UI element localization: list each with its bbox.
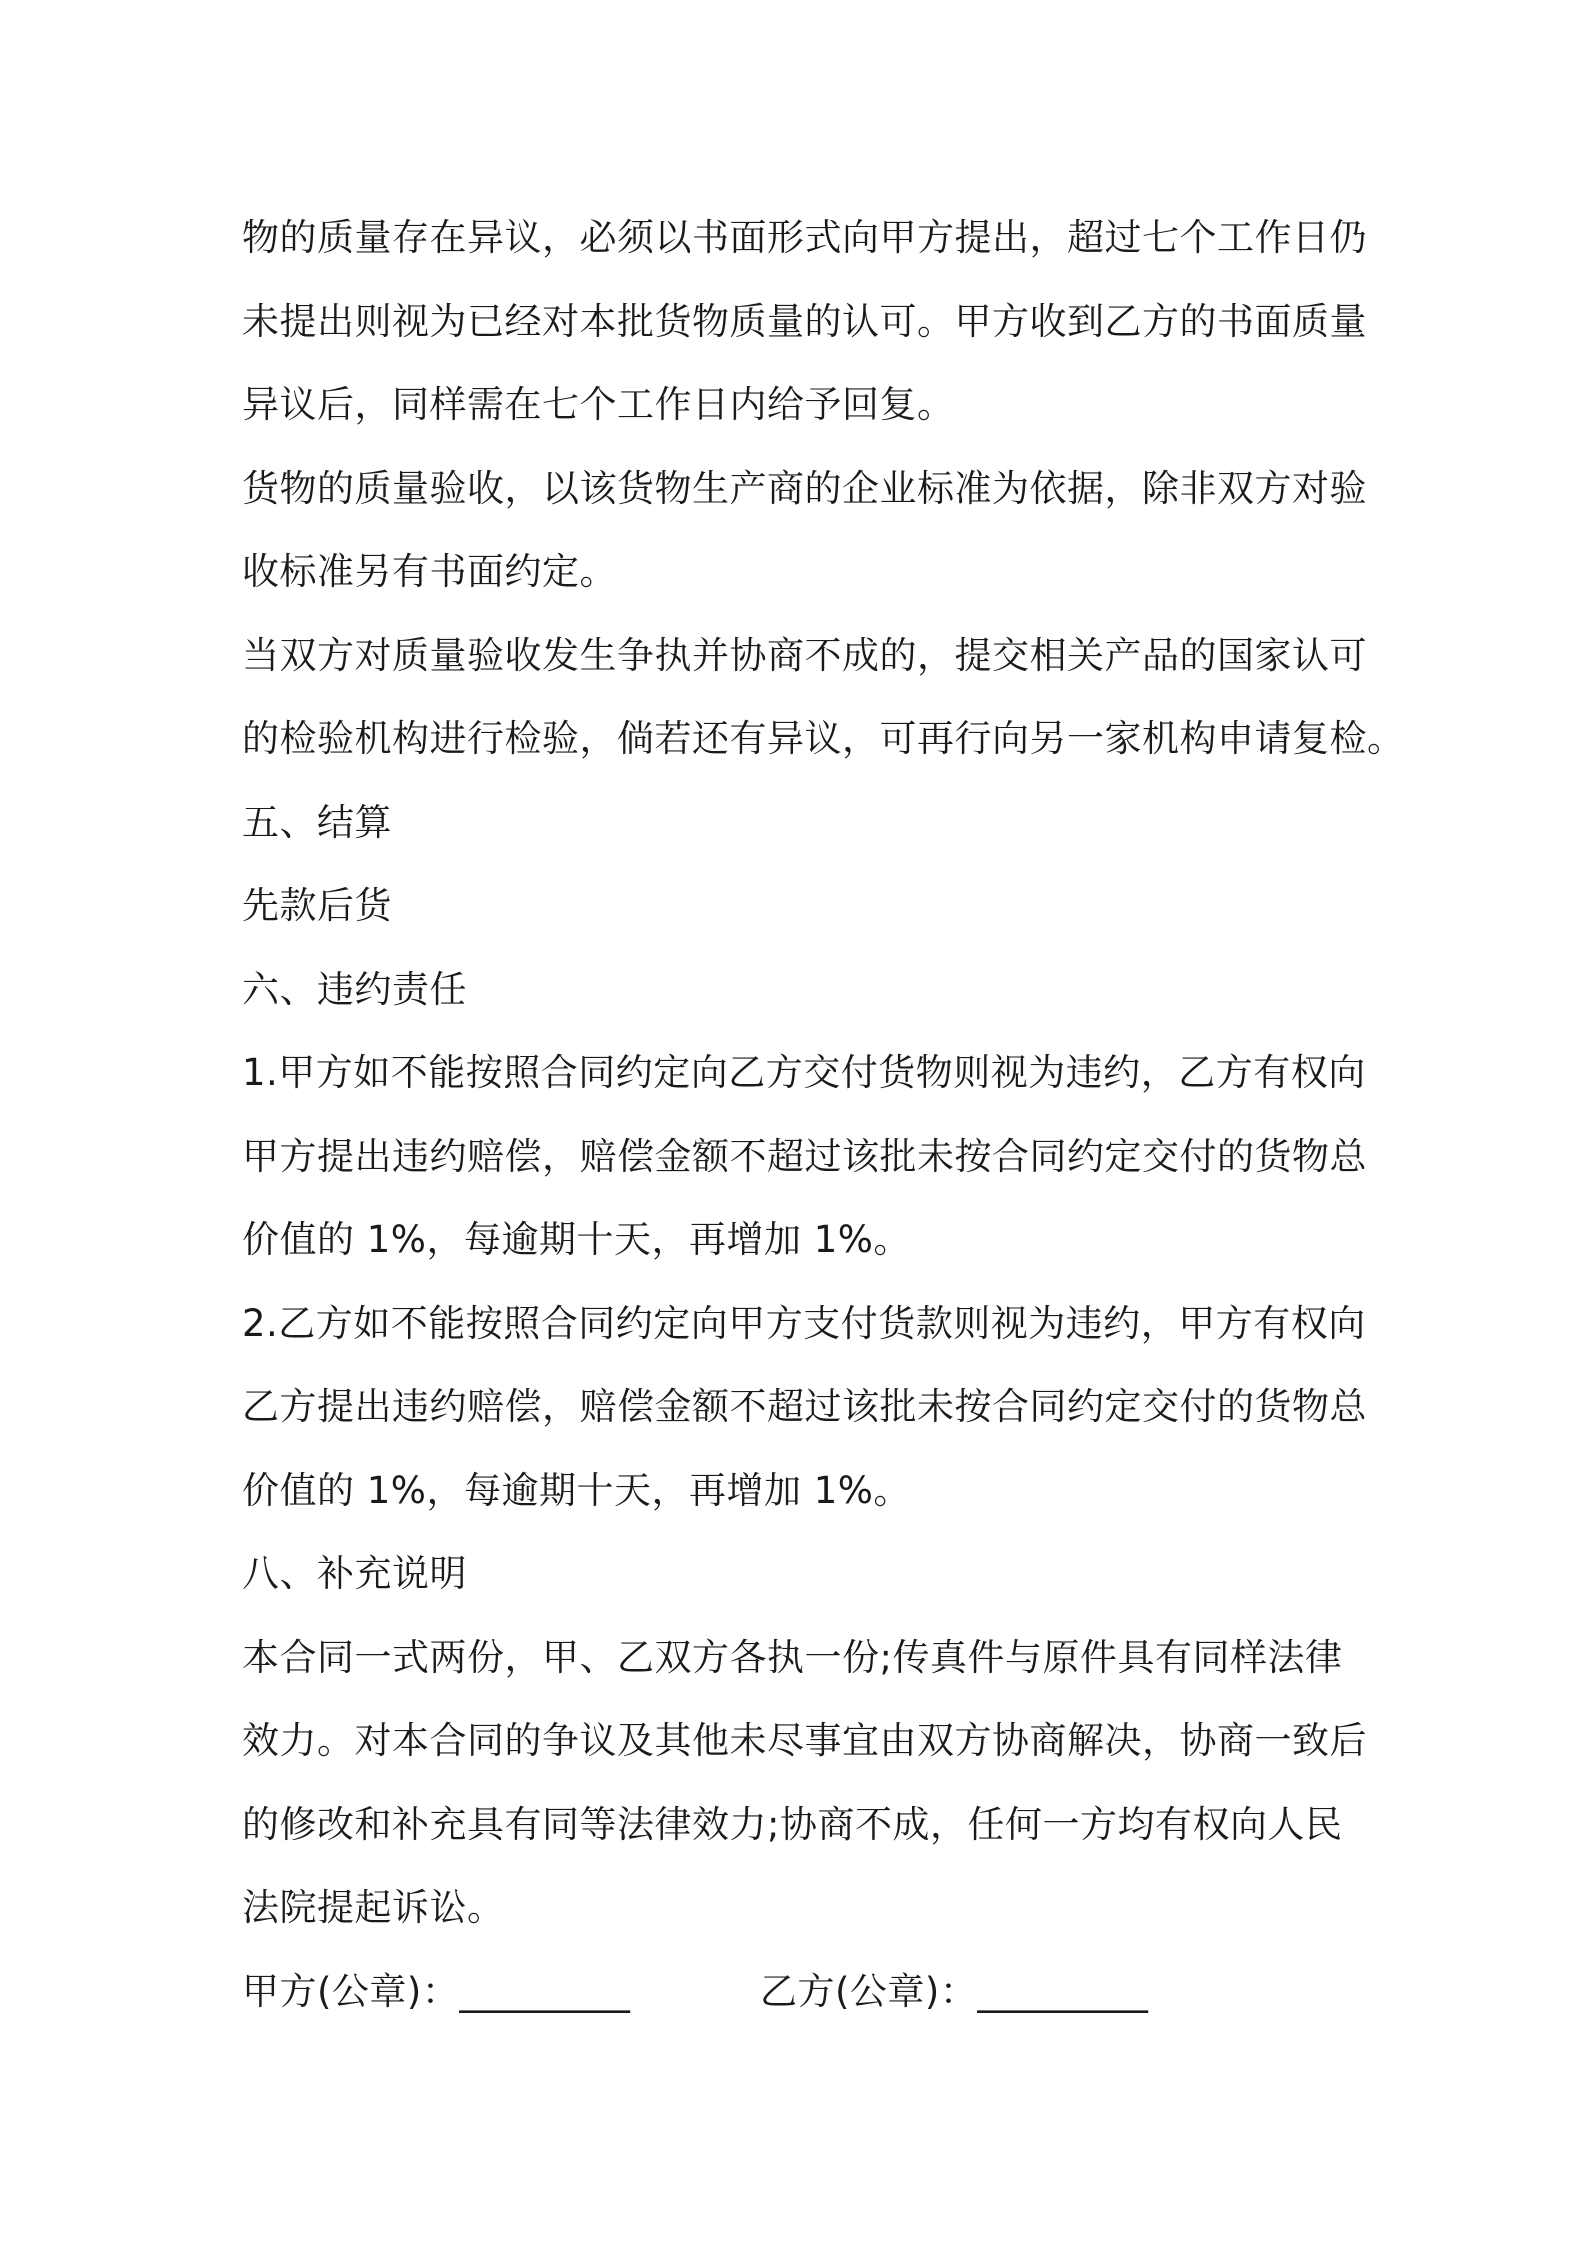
text-line: 2.乙方如不能按照合同约定向甲方支付货款则视为违约，甲方有权向	[242, 1301, 1366, 1345]
party-b-signature	[760, 1950, 1148, 2034]
document-body	[242, 196, 1405, 2033]
section-heading-settlement: 五、结算	[242, 800, 392, 844]
text-line: 法院提起诉讼。	[242, 1886, 505, 1929]
text-line: 1.甲方如不能按照合同约定向乙方交付货物则视为违约，乙方有权向	[242, 1051, 1366, 1094]
text-line: 本合同一式两份，甲、乙双方各执一份;传真件与原件具有同样法律	[242, 1635, 1343, 1679]
party-a-label: 甲方(公章)：	[242, 1969, 460, 2013]
party-b-label: 乙方(公章)：	[760, 1969, 978, 2013]
text-line: 价值的 1%，每逾期十天，再增加 1%。	[242, 1468, 911, 1512]
text-line: 的修改和补充具有同等法律效力;协商不成，任何一方均有权向人民	[242, 1802, 1343, 1846]
text-line: 物的质量存在异议，必须以书面形式向甲方提出，超过七个工作日仍	[242, 216, 1367, 259]
text-line: 先款后货	[242, 884, 392, 927]
text-line: 货物的质量验收，以该货物生产商的企业标准为依据，除非双方对验	[242, 466, 1367, 510]
party-b-blank: _________	[977, 1969, 1149, 2013]
text-line: 的检验机构进行检验，倘若还有异议，可再行向另一家机构申请复检。	[242, 717, 1405, 760]
text-line: 甲方提出违约赔偿，赔偿金额不超过该批未按合同约定交付的货物总	[242, 1134, 1367, 1178]
text-line: 效力。对本合同的争议及其他未尽事宜由双方协商解决，协商一致后	[242, 1719, 1367, 1762]
section-heading-liability: 六、违约责任	[242, 967, 467, 1011]
signature-row	[242, 1950, 1362, 2034]
section-heading-supplementary: 八、补充说明	[242, 1552, 467, 1595]
text-line: 未提出则视为已经对本批货物质量的认可。甲方收到乙方的书面质量	[242, 299, 1367, 343]
party-a-blank: _________	[459, 1969, 631, 2013]
text-line: 当双方对质量验收发生争执并协商不成的，提交相关产品的国家认可	[242, 633, 1367, 677]
text-line: 收标准另有书面约定。	[242, 550, 617, 593]
text-line: 异议后，同样需在七个工作日内给予回复。	[242, 383, 955, 426]
text-line: 价值的 1%，每逾期十天，再增加 1%。	[242, 1218, 911, 1261]
party-a-signature	[242, 1950, 760, 2034]
text-line: 乙方提出违约赔偿，赔偿金额不超过该批未按合同约定交付的货物总	[242, 1385, 1367, 1428]
